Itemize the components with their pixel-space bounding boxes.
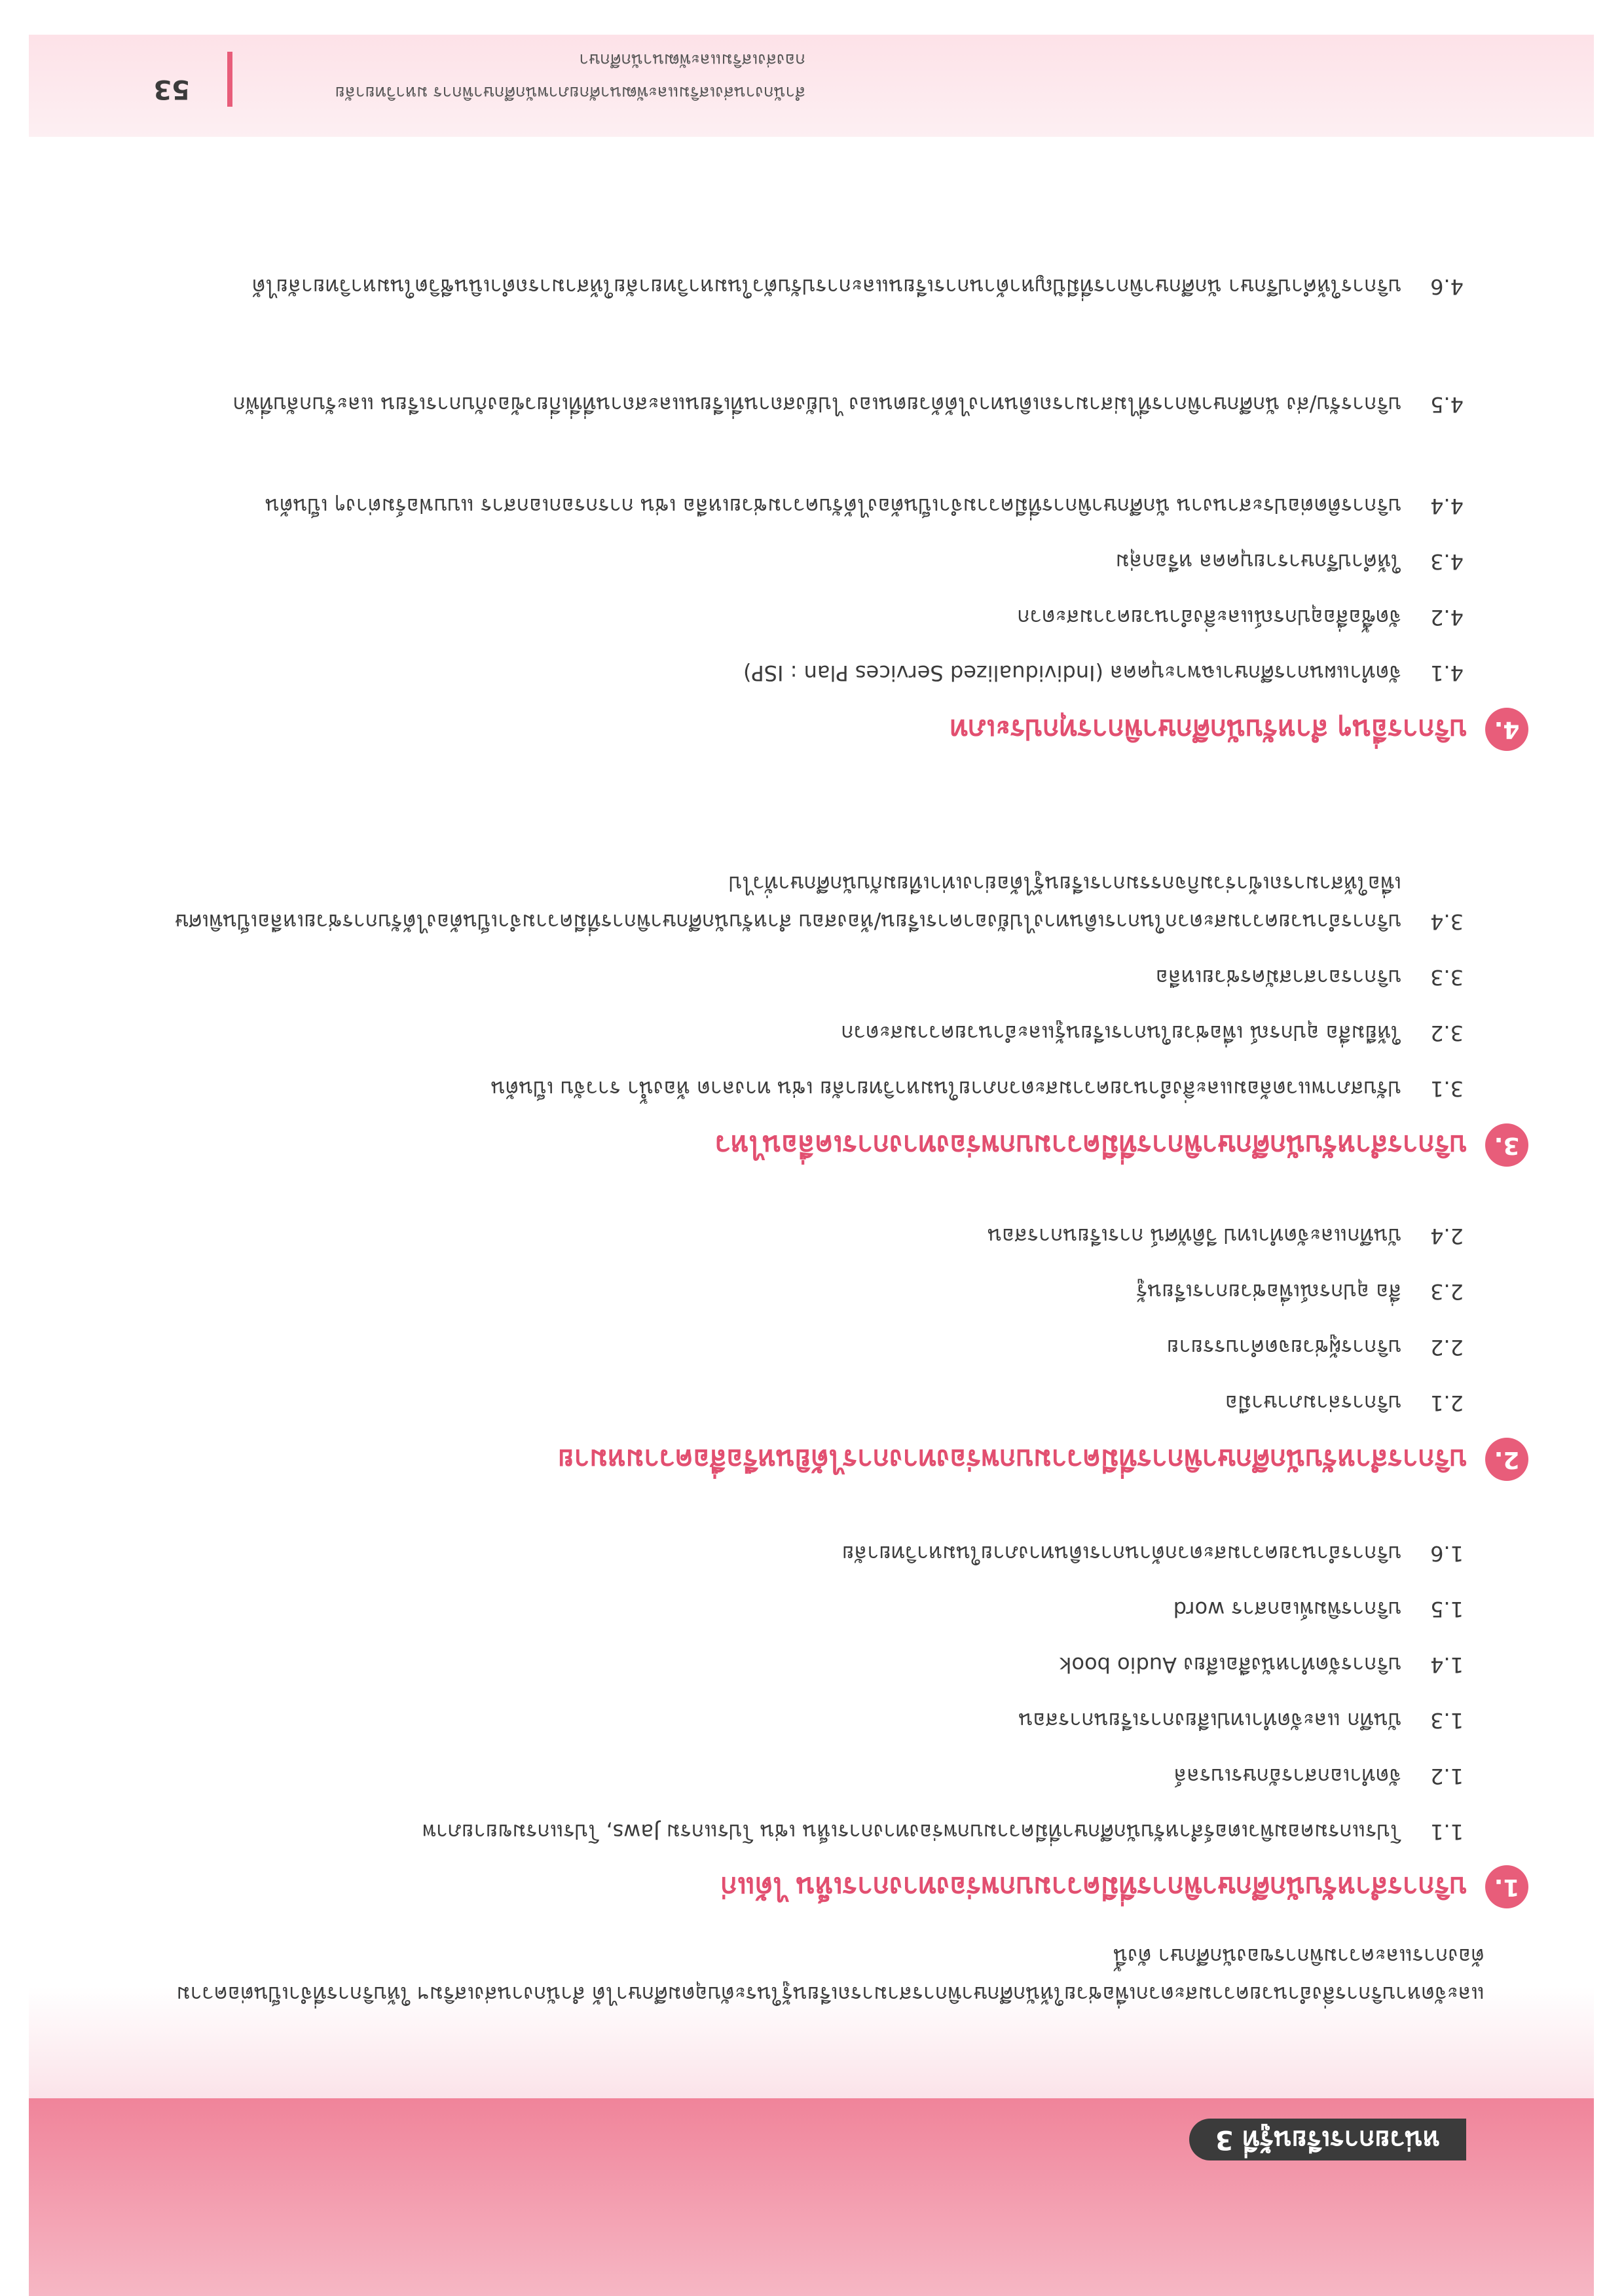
header-band [29,2098,1594,2296]
footer-divider [227,52,232,107]
list-item: 4.2 จัดซื้อสื่ออุปกรณ์และสิ่งอำนวยความสะดวก [1017,605,1464,630]
list-item: 3.2 ให้ยืมสื่อ อุปกรณ์ เพื่อช่วยในการเรียนรู้และอำนวยความสะดวก [841,1021,1464,1046]
list-item: 3.4 บริการอำนวยความสะดวกในการเดินทางไปยังอาคารเรียน/ห้องสอบ สำหรับนักศึกษาพิการที่มีความจำเป็นต้องได้รับการช่วยเหลือเป็นพิเศษ เพื่อให้สามารถเข้าร่วมกิจกรรมการเรียนรู้ได้อย่างเท่าเทียมกับนักศึกษาทั่วไป [174,871,1464,934]
list-item: 3.1 ปรับสภาพแวดล้อมและสิ่งอำนวยความสะดวกภายในมหาวิทยาลัย เช่น ทางลาด ห้องน้ำ ราวจับ เป็นต้น [490,1076,1464,1101]
section-3-heading [715,1123,1528,1167]
section-2-heading [558,1438,1528,1481]
list-item: 1.4 บริการจัดทำหนังสือเสียง Audio book [1059,1652,1464,1677]
list-item: 1.3 บันทึก และจัดทำเทปเสียงการเรียนการสอน [1018,1708,1464,1733]
section-number-badge: 3. [1485,1123,1528,1167]
list-item: 1.1 โปรแกรมคอมพิวเตอร์สำหรับนักศึกษาที่มีความบกพร่องทางการเห็น เช่น โปรแกรม Jaws, โปรแกรมขยายภาพ [422,1819,1464,1844]
section-1-heading [720,1865,1528,1908]
page-number: 53 [153,74,190,104]
list-item: 1.5 บริการพิมพ์เอกสาร word [1173,1597,1464,1622]
list-item: 2.3 สื่อ อุปกรณ์เพื่อช่วยการเรียนรู้ [1136,1279,1464,1304]
section-title: บริการสำหรับนักศึกษาพิการที่มีความบกพร่องทางการเคลื่อนไหว [715,1129,1467,1161]
section-title: บริการสำหรับนักศึกษาพิการที่มีความบกพร่องทางการเห็น ได้แก่ [720,1871,1467,1903]
list-item: 1.6 บริการอำนวยความสะดวกด้านการเดินทางภายในมหาวิทยาลัย [841,1541,1464,1566]
footer-office: สำนักงานส่งเสริมและพัฒนาศักยภาพนักศึกษาพิการ มหาวิทยาลัย [335,82,805,102]
section-number-badge: 1. [1485,1865,1528,1908]
list-item: 2.1 บริการล่ามภาษามือ [1225,1391,1464,1415]
intro-paragraph: และจัดหาบริการสิ่งอำนวยความสะดวกเพื่อช่วยให้นักศึกษาพิการสามารถเรียนรู้ในระดับอุดมศึกษาได้ สำนักงานส่งเสริมฯ ให้บริการที่จำเป็นต่อความต้องการและความพิการของนักศึกษา ดังนี้ [176,1944,1485,2007]
section-title: บริการอื่นๆ สำหรับนักศึกษาพิการทุกประเภท [950,714,1467,746]
section-number-badge: 4. [1485,708,1528,751]
list-item: 4.5 บริการรับ/ส่ง นักศึกษาพิการที่ไม่สามารถเดินทางได้ด้วยตนเอง ไปยังสถานที่เรียนและสถานที่ที่เกี่ยวข้องกับการเรียน และรับกลับที่พัก [232,392,1464,417]
section-title: บริการสำหรับนักศึกษาพิการที่มีความบกพร่องทางการได้ยินหรือสื่อความหมาย [558,1444,1467,1476]
section-4-heading [950,708,1528,751]
list-item: 4.6 บริการให้คำปรึกษา นักศึกษาพิการที่มีปัญหาด้านการเรียนและการปรับตัวในมหาวิทยาลัยให้สามารถดำเนินชีวิตในมหาวิทยาลัยได้ [251,274,1464,299]
footer-division: กองส่งเสริมและพัฒนานักศึกษา [579,50,805,69]
list-item: 4.4 บริการติดต่อประสานงาน นักศึกษาพิการที่มีความจำเป็นต้องได้รับความช่วยเหลือ เช่น การกรอกเอกสาร แบบฟอร์มต่างๆ เป็นต้น [265,494,1464,519]
list-item: 4.3 ให้คำปรึกษารายบุคคล หรือกลุ่ม [1115,549,1464,574]
list-item: 1.2 จัดทำเอกสารอักษรเบรลล์ [1173,1764,1464,1789]
unit-label: หน่วยการเรียนรู้ที่ 3 [1189,2119,1466,2160]
footer-band [29,35,1594,137]
list-item: 3.3 บริการอาสาสมัครช่วยเหลือ [1155,965,1464,990]
section-number-badge: 2. [1485,1438,1528,1481]
list-item: 2.4 บันทึกและจัดทำเทป วีดิทัศน์ การเรียนการสอน [987,1224,1464,1248]
list-item: 2.2 บริการผู้ช่วยจดคำบรรยาย [1166,1335,1464,1360]
list-item: 4.1 จัดทำแผนการศึกษาเฉพาะบุคคล (Individualized Services Plan : ISP) [743,661,1464,685]
